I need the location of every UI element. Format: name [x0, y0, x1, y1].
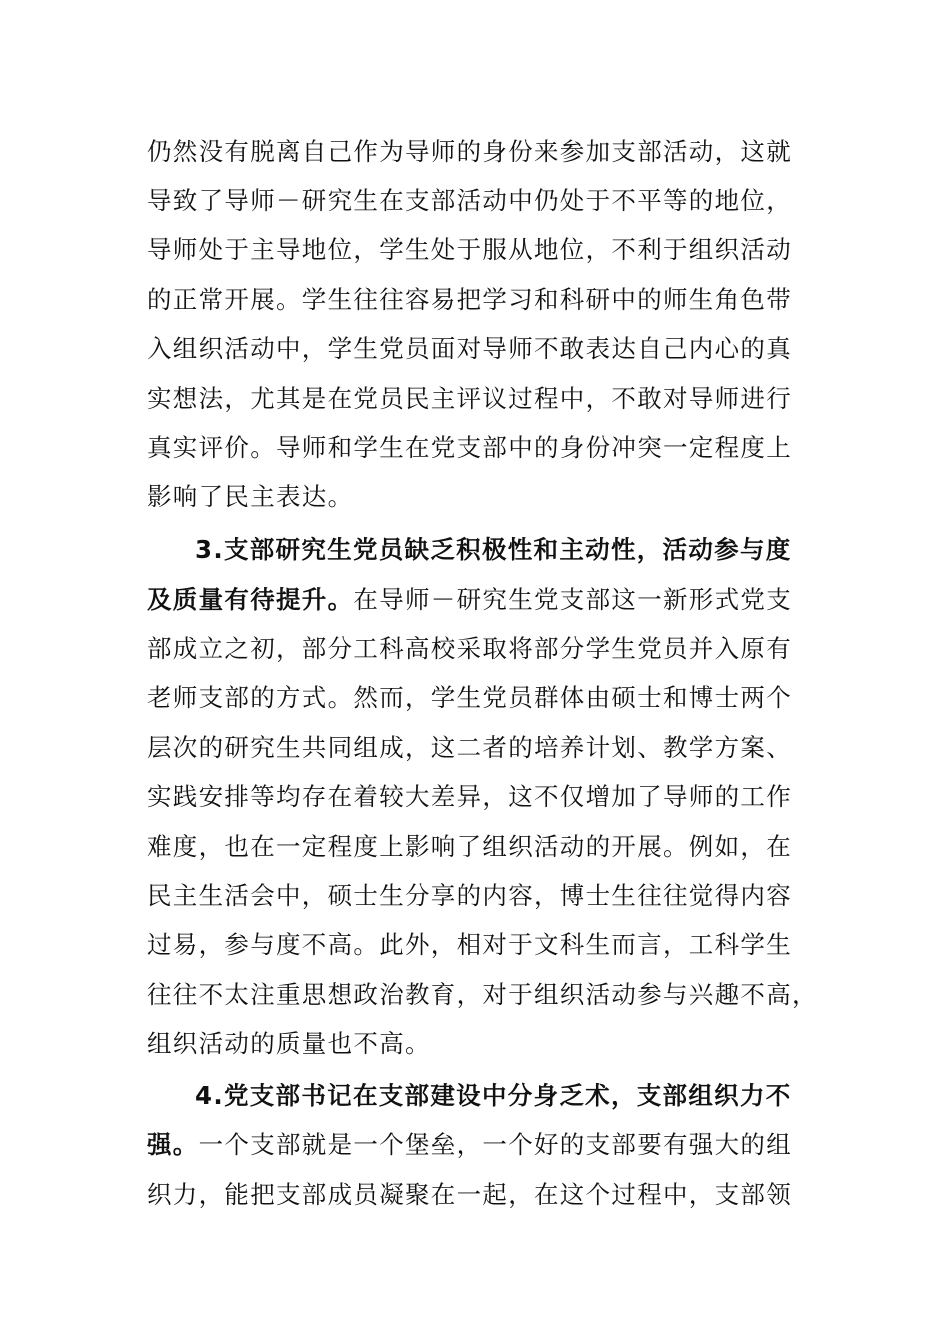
text-line: 实践安排等均存在着较大差异，这不仅增加了导师的工作 [147, 782, 792, 811]
text-line [147, 1125, 847, 1165]
text-line: 部成立之初，部分工科高校采取将部分学生党员并入原有 [147, 634, 792, 663]
text-line: 老师支部的方式。然而，学生党员群体由硕士和博士两个 [147, 683, 792, 712]
text-span: 一个支部就是一个堡垒，一个好的支部要有强大的组 [198, 1130, 793, 1159]
text-line: 过易，参与度不高。此外，相对于文科生而言，工科学生 [147, 930, 792, 959]
text-line: 实想法，尤其是在党员民主评议过程中，不敢对导师进行 [147, 384, 792, 413]
text-line: 真实评价。导师和学生在党支部中的身份冲突一定程度上 [147, 433, 792, 462]
text-span: 在导师－研究生党支部这一新形式党支 [353, 585, 793, 614]
text-line [147, 580, 847, 620]
section-heading-4-continued: 强。 [147, 1130, 199, 1159]
text-line: 导师处于主导地位，学生处于服从地位，不利于组织活动 [147, 235, 792, 264]
section-heading-3: 3.支部研究生党员缺乏积极性和主动性，活动参与度 [195, 535, 792, 564]
section-heading-4: 4.党支部书记在支部建设中分身乏术，支部组织力不 [195, 1081, 792, 1110]
text-line: 层次的研究生共同组成，这二者的培养计划、教学方案、 [147, 733, 792, 762]
text-line: 织力，能把支部成员凝聚在一起，在这个过程中，支部领 [147, 1180, 792, 1209]
text-line: 入组织活动中，学生党员面对导师不敢表达自己内心的真 [147, 334, 792, 363]
text-line: 往往不太注重思想政治教育，对于组织活动参与兴趣不高， [147, 980, 818, 1009]
text-line: 导致了导师－研究生在支部活动中仍处于不平等的地位， [147, 186, 792, 215]
text-line: 难度，也在一定程度上影响了组织活动的开展。例如，在 [147, 832, 792, 861]
text-line: 仍然没有脱离自己作为导师的身份来参加支部活动，这就 [147, 137, 792, 166]
section-heading-3-continued: 及质量有待提升。 [147, 585, 354, 614]
text-line: 的正常开展。学生往往容易把学习和科研中的师生角色带 [147, 285, 792, 314]
text-line: 影响了民主表达。 [147, 482, 354, 511]
text-line: 组织活动的质量也不高。 [147, 1029, 431, 1058]
text-line: 民主生活会中，硕士生分享的内容，博士生往往觉得内容 [147, 881, 792, 910]
